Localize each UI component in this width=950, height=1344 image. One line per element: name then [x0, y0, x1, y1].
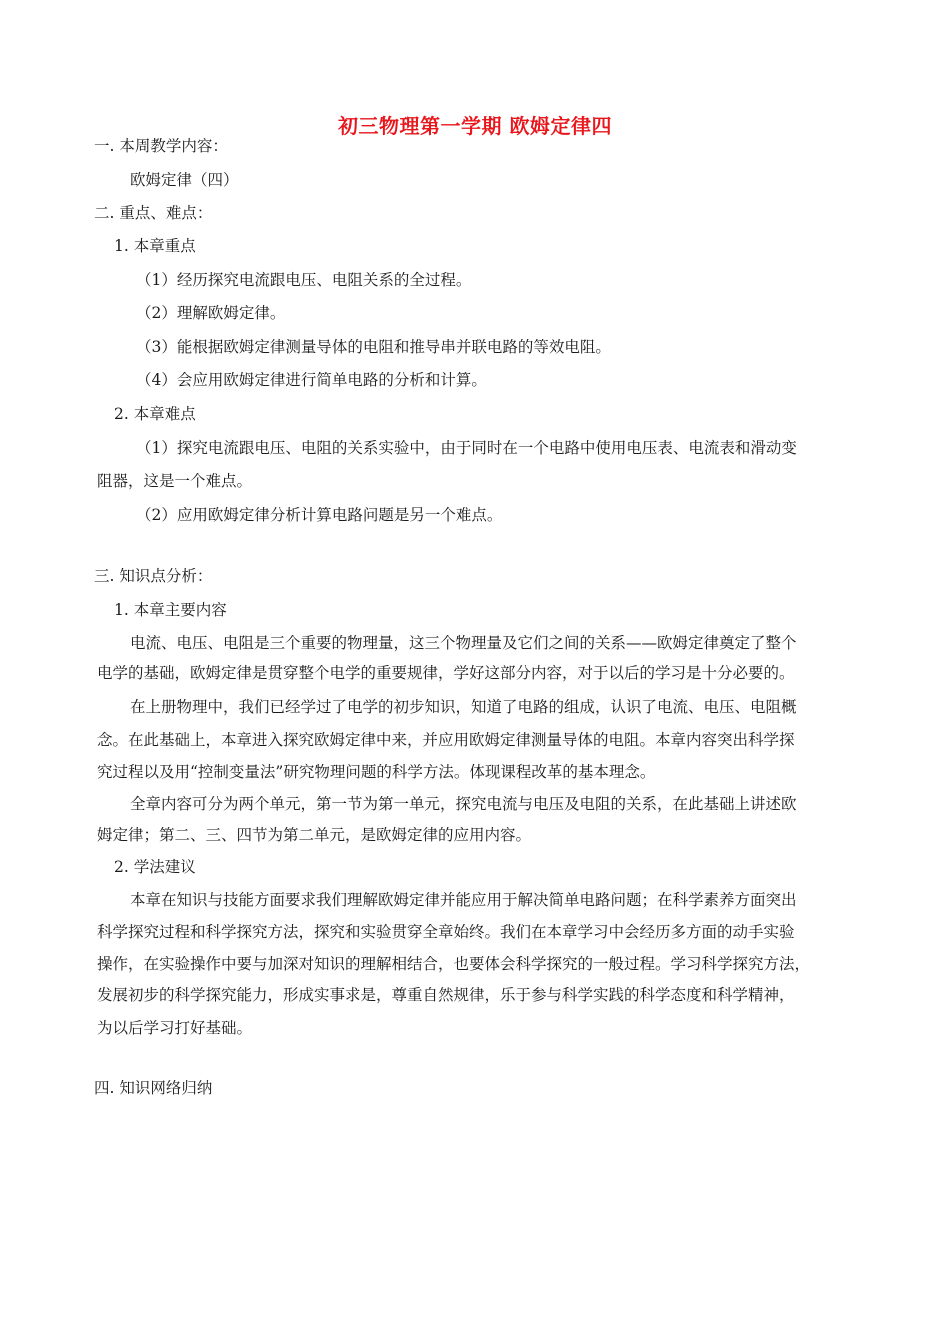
paragraph-1-line-1: 电流、电压、电阻是三个重要的物理量，这三个物理量及它们之间的关系——欧姆定律奠定了整个 — [130, 634, 797, 652]
paragraph-2-line-1: 在上册物理中，我们已经学过了电学的初步知识，知道了电路的组成，认识了电流、电压、电阻概 — [130, 698, 797, 716]
section-2-sub2-heading: 2. 本章难点 — [114, 405, 196, 423]
difficulty-1-line-1: （1）探究电流跟电压、电阻的关系实验中，由于同时在一个电路中使用电压表、电流表和滑动变 — [136, 439, 797, 457]
section-1-item: 欧姆定律（四） — [130, 171, 239, 189]
paragraph-3-line-1: 全章内容可分为两个单元，第一节为第一单元，探究电流与电压及电阻的关系，在此基础上讲述欧 — [130, 795, 797, 813]
paragraph-3-line-2: 姆定律；第二、三、四节为第二单元，是欧姆定律的应用内容。 — [97, 826, 532, 844]
paragraph-1-line-2: 电学的基础，欧姆定律是贯穿整个电学的重要规律，学好这部分内容，对于以后的学习是十分必要的。 — [97, 664, 795, 682]
key-point-2: （2）理解欧姆定律。 — [136, 304, 286, 322]
paragraph-2-line-2: 念。在此基础上，本章进入探究欧姆定律中来，并应用欧姆定律测量导体的电阻。本章内容突出科学探 — [97, 731, 795, 749]
section-2-heading: 二. 重点、难点： — [94, 204, 213, 222]
section-3-sub1-heading: 1. 本章主要内容 — [114, 601, 227, 619]
section-1-heading: 一. 本周教学内容： — [94, 137, 228, 155]
section-3-heading: 三. 知识点分析： — [94, 567, 213, 585]
paragraph-4-line-4: 发展初步的科学探究能力，形成实事求是，尊重自然规律，乐于参与科学实践的科学态度和科学精神， — [97, 986, 795, 1004]
paragraph-4-line-2: 科学探究过程和科学探究方法，探究和实验贯穿全章始终。我们在本章学习中会经历多方面的动手实验 — [97, 923, 795, 941]
difficulty-1-line-2: 阻器，这是一个难点。 — [97, 472, 253, 490]
key-point-3: （3）能根据欧姆定律测量导体的电阻和推导串并联电路的等效电阻。 — [136, 338, 611, 356]
paragraph-2-line-3: 究过程以及用“控制变量法”研究物理问题的科学方法。体现课程改革的基本理念。 — [97, 763, 656, 781]
section-2-sub1-heading: 1. 本章重点 — [114, 237, 196, 255]
section-4-heading: 四. 知识网络归纳 — [94, 1079, 213, 1097]
document-title: 初三物理第一学期 欧姆定律四 — [338, 114, 612, 138]
paragraph-4-line-1: 本章在知识与技能方面要求我们理解欧姆定律并能应用于解决简单电路问题；在科学素养方面突出 — [130, 891, 797, 909]
key-point-1: （1）经历探究电流跟电压、电阻关系的全过程。 — [136, 271, 472, 289]
difficulty-2: （2）应用欧姆定律分析计算电路问题是另一个难点。 — [136, 506, 503, 524]
paragraph-4-line-5: 为以后学习打好基础。 — [97, 1019, 253, 1037]
paragraph-4-line-3: 操作，在实验操作中要与加深对知识的理解相结合，也要体会科学探究的一般过程。学习科学探究方法， — [97, 955, 811, 973]
section-3-sub2-heading: 2. 学法建议 — [114, 858, 196, 876]
key-point-4: （4）会应用欧姆定律进行简单电路的分析和计算。 — [136, 371, 487, 389]
